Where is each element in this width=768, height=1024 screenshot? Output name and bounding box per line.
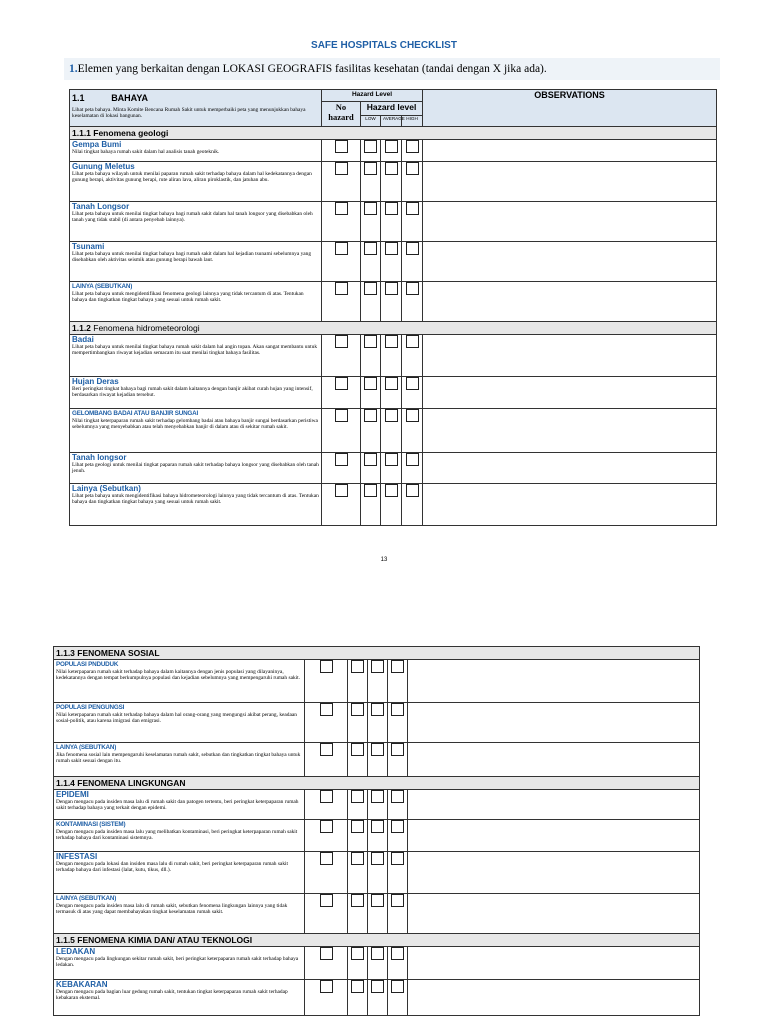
hazard-item-title: Tanah longsor [72,453,127,462]
checklist-row [70,484,717,526]
average-checkbox[interactable] [371,703,384,716]
observations-field[interactable] [408,820,700,852]
hazard-item-description: Nilai tingkat bahaya rumah sakit dalam hal analisis tanah geoteknik. [72,149,220,155]
hazard-item-description: Lihat peta geologi untuk menilai tingkat paparan rumah sakit terhadap bahaya longsor yang disebabkan oleh tanah jenuh. [72,462,319,475]
hazard-item-cell [70,335,322,377]
high-cell [388,852,408,894]
observations-field[interactable] [408,660,700,703]
observations-field[interactable] [423,484,717,526]
no-hazard-checkbox[interactable] [335,162,348,175]
low-cell [361,484,381,526]
low-checkbox[interactable] [351,980,364,993]
hazard-item-title: Tanah Longsor [72,202,130,211]
high-cell [388,790,408,820]
hazard-item-title: Hujan Deras [72,377,119,386]
average-checkbox[interactable] [371,980,384,993]
no-hazard-checkbox[interactable] [320,947,333,960]
high-checkbox[interactable] [406,162,419,175]
average-cell [381,162,402,202]
hazard-item-cell [70,242,322,282]
high-cell [388,980,408,1016]
low-checkbox[interactable] [351,894,364,907]
no-hazard-cell [322,282,361,322]
average-cell [368,790,388,820]
low-checkbox[interactable] [351,820,364,833]
low-cell [361,140,381,162]
hazard-item-cell [54,660,305,703]
high-cell [402,162,423,202]
no-hazard-checkbox[interactable] [335,377,348,390]
low-cell [361,377,381,409]
hazard-item-description: Nilai keterpaparan rumah sakit terhadap bahaya dalam kaitannya dengan jenis populasi yang dilayaninya, kedekatannya dengan tempat berkumpulnya populasi dan kejadian sebelumnya yang mempengaruhi rumah sakit. [56,669,300,682]
high-cell [402,335,423,377]
hazard-item-title: Tsunami [72,242,105,251]
no-hazard-checkbox[interactable] [335,282,348,295]
hazard-item-description: Lihat peta bahaya untuk menilai tingkat bahaya bagi rumah sakit dalam hal tanah longsor yang disebabkan oleh tanah yang tidak stabil (di antara penyebab lainnya). [72,211,313,224]
high-checkbox[interactable] [391,820,404,833]
hazard-item-title: LAINYA (SEBUTKAN) [72,283,133,290]
low-cell [348,743,368,777]
high-checkbox[interactable] [406,377,419,390]
high-cell [388,703,408,743]
observations-field[interactable] [423,282,717,322]
high-checkbox[interactable] [406,202,419,215]
hazard-item-cell [70,202,322,242]
average-cell [381,242,402,282]
average-cell [381,335,402,377]
section-number: 1. [69,63,78,75]
no-hazard-cell [305,743,348,777]
low-checkbox[interactable] [351,660,364,673]
average-checkbox[interactable] [371,852,384,865]
hazard-level-subheading: Hazard level [361,102,423,116]
group-hidrometeorologi [70,335,717,526]
low-checkbox[interactable] [364,335,377,348]
average-cell [381,377,402,409]
no-hazard-checkbox[interactable] [335,202,348,215]
average-checkbox[interactable] [371,894,384,907]
low-heading: LOW [361,116,381,127]
checklist-row [54,894,700,934]
hazard-item-cell [54,790,305,820]
low-cell [361,282,381,322]
average-heading: AVERAGE [381,116,402,127]
section-text: Elemen yang berkaitan dengan LOKASI GEOGRAFIS fasilitas kesehatan (tandai dengan X jika ada). [77,63,547,75]
average-checkbox[interactable] [371,790,384,803]
no-hazard-cell [305,790,348,820]
category-kimia-teknologi: 1.1.5 FENOMENA KIMIA DAN/ ATAU TEKNOLOGI [54,934,700,947]
hazard-item-description: Dengan mengacu pada insiden masa lalu di rumah sakit, sebutkan fenomena lingkungan lainnya yang tidak termasuk di atas yang dapat membahayakan tingkat keselamatan rumah sakit. [56,903,288,916]
high-checkbox[interactable] [406,484,419,497]
observations-field[interactable] [408,947,700,980]
no-hazard-checkbox[interactable] [335,335,348,348]
hazard-item-title: Badai [72,335,94,344]
average-cell [368,947,388,980]
no-hazard-checkbox[interactable] [335,242,348,255]
hazard-item-title: INFESTASI [56,852,98,861]
low-cell [348,980,368,1016]
no-hazard-checkbox[interactable] [320,980,333,993]
no-hazard-cell [305,820,348,852]
header-label: BAHAYA [111,93,149,103]
hazard-item-description: Nilai tingkat keterpaparan rumah sakit terhadap gelombang badai atau bahaya banjir sungai berdasarkan peristiwa sebelumnya yang menyebabkan atau telah menyebabkan banjir di dalam atau di sekitar rumah sakit. [72,418,318,431]
hazard-item-description: Lihat peta bahaya untuk menilai tingkat bahaya rumah sakit dalam hal angin topan. Akan sangat membantu untuk mempertimbangkan riwayat kejadian semacam itu saat menilai tingkat bahaya fasilitas. [72,344,318,357]
average-cell [381,282,402,322]
high-cell [402,409,423,453]
hazard-item-title: LAINYA (SEBUTKAN) [56,895,117,902]
average-checkbox[interactable] [385,282,398,295]
average-cell [368,894,388,934]
no-hazard-checkbox[interactable] [320,703,333,716]
hazard-item-title: LAINYA (SEBUTKAN) [56,744,117,751]
observations-field[interactable] [423,202,717,242]
category-sosial: 1.1.3 FENOMENA SOSIAL [54,647,700,660]
observations-field[interactable] [423,242,717,282]
high-cell [402,202,423,242]
average-cell [381,140,402,162]
high-checkbox[interactable] [391,703,404,716]
document-title: SAFE HOSPITALS CHECKLIST [311,40,457,51]
checklist-row [54,703,700,743]
observations-field[interactable] [423,335,717,377]
checklist-row [54,980,700,1016]
observations-field[interactable] [423,377,717,409]
hazard-item-cell [70,140,322,162]
hazard-item-description: Dengan mengacu pada bagian luar gedung rumah sakit, tentukan tingkat keterpaparan rumah sakit terhadap kebakaran eksternal. [56,989,288,1002]
no-hazard-checkbox[interactable] [335,453,348,466]
section-heading [64,58,720,80]
hazard-level-heading: Hazard Level [322,90,423,102]
observations-field[interactable] [408,790,700,820]
hazard-item-title: KEBAKARAN [56,980,108,989]
average-cell [368,703,388,743]
hazard-item-title: LEDAKAN [56,947,96,956]
no-hazard-cell [322,140,361,162]
high-cell [388,894,408,934]
average-checkbox[interactable] [385,484,398,497]
hazard-item-title: Gunung Meletus [72,162,135,171]
high-checkbox[interactable] [391,947,404,960]
average-checkbox[interactable] [371,947,384,960]
observations-field[interactable] [423,162,717,202]
observations-field[interactable] [408,852,700,894]
low-cell [348,894,368,934]
high-checkbox[interactable] [391,743,404,756]
observations-field[interactable] [423,453,717,484]
low-checkbox[interactable] [351,790,364,803]
low-cell [361,242,381,282]
no-hazard-checkbox[interactable] [320,790,333,803]
no-hazard-checkbox[interactable] [320,894,333,907]
high-checkbox[interactable] [391,660,404,673]
no-hazard-cell [305,980,348,1016]
hazard-item-cell [54,743,305,777]
hazard-item-cell [70,162,322,202]
observations-field[interactable] [408,980,700,1016]
category-lingkungan: 1.1.4 FENOMENA LINGKUNGAN [54,777,700,790]
checklist-row [70,162,717,202]
no-hazard-heading: No hazard [322,102,361,127]
low-checkbox[interactable] [364,484,377,497]
no-hazard-cell [305,852,348,894]
no-hazard-checkbox[interactable] [335,409,348,422]
average-cell [368,743,388,777]
no-hazard-checkbox[interactable] [320,660,333,673]
low-cell [361,409,381,453]
checklist-row [70,282,717,322]
observations-field[interactable] [408,703,700,743]
header-note: Lihat peta bahaya. Minta Komite Bencana Rumah Sakit untuk memperbaiki peta yang menunjukkan bahaya keselamatan di lokasi bangunan. [72,107,306,120]
observations-field[interactable] [423,140,717,162]
hazard-item-description: Nilai keterpaparan rumah sakit terhadap bahaya dalam hal orang-orang yang mengungsi akibat perang, keadaan sosial-politik, atau karena imigrasi dan emigrasi. [56,712,297,725]
hazard-item-cell [70,377,322,409]
average-cell [381,453,402,484]
hazard-item-title: POPULASI PENGUNGSI [56,704,125,711]
high-checkbox[interactable] [406,409,419,422]
average-checkbox[interactable] [385,202,398,215]
low-cell [348,852,368,894]
hazard-item-description: Lihat peta bahaya untuk mengidentifikasi bahaya hidrometeorologi lainnya yang tidak tercantum di atas. Tentukan bahaya dan tingkatkan tingkat bahaya yang sesuai untuk rumah sakit. [72,493,319,506]
hazard-item-cell [54,852,305,894]
average-checkbox[interactable] [385,377,398,390]
checklist-row [70,242,717,282]
no-hazard-cell [322,202,361,242]
hazard-item-description: Jika fenomena sosial lain mempengaruhi keselamatan rumah sakit, sebutkan dan tingkatkan tingkat bahaya untuk rumah sakit sesuai dengan itu. [56,752,301,765]
no-hazard-checkbox[interactable] [335,484,348,497]
checklist-row [54,820,700,852]
no-hazard-cell [305,894,348,934]
average-checkbox[interactable] [385,162,398,175]
hazard-item-cell [70,453,322,484]
hazard-table-page-13 [69,89,717,526]
high-checkbox[interactable] [391,980,404,993]
low-cell [361,202,381,242]
high-checkbox[interactable] [406,453,419,466]
high-cell [388,820,408,852]
high-cell [402,453,423,484]
high-cell [388,660,408,703]
hazard-item-description: Dengan mengacu pada insiden masa lalu di rumah sakit dan patogen tertentu, beri peringkat keterpaparan rumah sakit terhadap bahaya yang terkait dengan epidemi. [56,799,299,812]
hazard-item-cell [54,980,305,1016]
hazard-item-cell [70,282,322,322]
average-checkbox[interactable] [385,242,398,255]
group-kimia-teknologi [54,947,700,1016]
low-checkbox[interactable] [364,377,377,390]
low-checkbox[interactable] [364,140,377,153]
high-cell [388,743,408,777]
low-cell [361,162,381,202]
low-checkbox[interactable] [351,703,364,716]
low-checkbox[interactable] [351,852,364,865]
high-checkbox[interactable] [391,894,404,907]
low-cell [348,703,368,743]
low-cell [348,947,368,980]
hazard-item-title: KONTAMINASI (SISTEM) [56,821,126,828]
checklist-row [70,335,717,377]
low-checkbox[interactable] [351,947,364,960]
low-cell [361,335,381,377]
no-hazard-cell [322,335,361,377]
high-heading: HIGH [402,116,423,127]
average-checkbox[interactable] [385,335,398,348]
checklist-row [54,743,700,777]
observations-heading: OBSERVATIONS [423,90,717,127]
average-cell [381,202,402,242]
average-checkbox[interactable] [371,660,384,673]
hazard-item-description: Dengan mengacu pada lokasi dan insiden masa lalu di rumah sakit, beri peringkat keterpaparan rumah sakit terhadap bahaya dari infestasi (lalat, kutu, tikus, dll.). [56,861,289,874]
high-cell [388,947,408,980]
hazard-item-title: POPULASI PNDUDUK [56,661,119,668]
group-lingkungan [54,790,700,934]
no-hazard-checkbox[interactable] [320,820,333,833]
average-checkbox[interactable] [385,409,398,422]
observations-field[interactable] [408,894,700,934]
average-checkbox[interactable] [385,453,398,466]
low-checkbox[interactable] [364,242,377,255]
low-checkbox[interactable] [364,202,377,215]
hazard-header-cell [70,90,322,127]
low-checkbox[interactable] [364,162,377,175]
average-cell [368,980,388,1016]
high-cell [402,242,423,282]
high-cell [402,484,423,526]
checklist-row [54,947,700,980]
hazard-item-description: Dengan mengacu pada insiden masa lalu yang melibatkan kontaminasi, beri peringkat keterpaparan rumah sakit terhadap bahaya dari kontaminasi sistemnya. [56,829,298,842]
hazard-item-description: Beri peringkat tingkat bahaya bagi rumah sakit dalam kaitannya dengan banjir akibat curah hujan yang intensif, berdasarkan riwayat kejadian tersebut. [72,386,313,399]
low-cell [348,790,368,820]
low-cell [361,453,381,484]
observations-field[interactable] [423,409,717,453]
high-checkbox[interactable] [406,140,419,153]
checklist-row [70,140,717,162]
category-geologi: 1.1.1 Fenomena geologi [70,127,717,140]
no-hazard-cell [322,409,361,453]
average-cell [368,852,388,894]
hazard-item-cell [70,484,322,526]
hazard-item-cell [54,820,305,852]
hazard-table-page-14 [53,646,700,1016]
checklist-row [54,660,700,703]
hazard-item-description: Dengan mengacu pada lingkungan sekitar rumah sakit, beri peringkat keterpaparan rumah sakit terhadap bahaya ledakan. [56,956,299,969]
high-checkbox[interactable] [406,335,419,348]
low-cell [348,660,368,703]
average-cell [381,484,402,526]
no-hazard-checkbox[interactable] [335,140,348,153]
low-checkbox[interactable] [364,282,377,295]
hazard-item-title: EPIDEMI [56,790,89,799]
high-checkbox[interactable] [391,790,404,803]
no-hazard-cell [322,162,361,202]
header-code: 1.1 [72,93,85,103]
no-hazard-cell [322,377,361,409]
average-checkbox[interactable] [371,820,384,833]
average-cell [381,409,402,453]
page-number: 13 [380,557,388,563]
high-checkbox[interactable] [391,852,404,865]
high-checkbox[interactable] [406,282,419,295]
hazard-item-title: GELOMBANG BADAI ATAU BANJIR SUNGAI [72,410,199,417]
average-checkbox[interactable] [385,140,398,153]
hazard-item-description: Lihat peta bahaya wilayah untuk menilai paparan rumah sakit terhadap bahaya dalam hal kedekatannya dengan gunung berapi, aktivitas gunung berapi, rute aliran lava, aliran piroklastik, dan jatuhan abu. [72,171,312,184]
group-geologi [70,140,717,322]
checklist-row [54,852,700,894]
hazard-item-cell [70,409,322,453]
category-hidrometeorologi: 1.1.2 Fenomena hidrometeorologi [70,322,717,335]
low-checkbox[interactable] [364,453,377,466]
hazard-item-title: Gempa Bumi [72,140,122,149]
no-hazard-cell [305,947,348,980]
checklist-row [70,409,717,453]
no-hazard-cell [322,484,361,526]
no-hazard-cell [322,453,361,484]
hazard-item-title: Lainya (Sebutkan) [72,484,141,493]
average-cell [368,660,388,703]
checklist-row [70,377,717,409]
group-sosial [54,660,700,777]
low-cell [348,820,368,852]
hazard-item-cell [54,894,305,934]
high-cell [402,377,423,409]
high-cell [402,140,423,162]
checklist-row [70,202,717,242]
hazard-item-description: Lihat peta bahaya untuk menilai tingkat bahaya bagi rumah sakit dalam hal kejadian tsunami sebelumnya yang disebabkan oleh aktivitas seismik atau gunung berapi bawah laut. [72,251,312,264]
average-cell [368,820,388,852]
checklist-row [54,790,700,820]
no-hazard-cell [322,242,361,282]
low-checkbox[interactable] [364,409,377,422]
no-hazard-cell [305,703,348,743]
no-hazard-cell [305,660,348,703]
checklist-row [70,453,717,484]
hazard-item-cell [54,703,305,743]
average-checkbox[interactable] [371,743,384,756]
high-cell [402,282,423,322]
hazard-item-cell [54,947,305,980]
observations-field[interactable] [408,743,700,777]
hazard-item-description: Lihat peta bahaya untuk mengidentifikasi fenomena geologi lainnya yang tidak tercantum di atas. Tentukan bahaya dan tingkatkan tingkat bahaya yang sesuai untuk rumah sakit. [72,291,304,304]
no-hazard-checkbox[interactable] [320,852,333,865]
low-checkbox[interactable] [351,743,364,756]
no-hazard-checkbox[interactable] [320,743,333,756]
high-checkbox[interactable] [406,242,419,255]
